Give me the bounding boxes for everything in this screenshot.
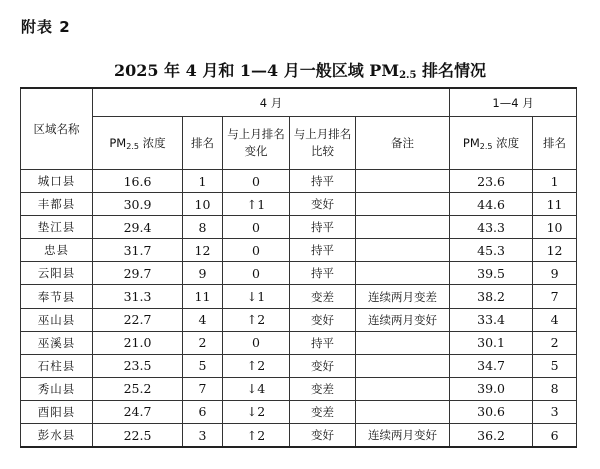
table-row	[21, 331, 577, 354]
ytd-pm-cell: 33.4	[450, 308, 533, 331]
ytd-pm-cell: 30.6	[450, 400, 533, 423]
table-row	[21, 354, 577, 377]
status-cell: 持平	[290, 170, 356, 193]
header-pm	[93, 117, 183, 170]
rank-cell: 2	[183, 331, 223, 354]
rank-change-cell: 0	[223, 170, 290, 193]
pm-cell: 30.9	[93, 193, 183, 216]
rank-change-cell: ↑2	[223, 308, 290, 331]
note-cell	[356, 193, 450, 216]
document-title	[0, 58, 600, 81]
note-cell	[356, 377, 450, 400]
rank-cell: 11	[183, 285, 223, 308]
rank-change-cell: ↑2	[223, 424, 290, 448]
region-cell: 酉阳县	[21, 400, 93, 423]
region-cell: 彭水县	[21, 424, 93, 448]
ytd-rank-cell: 5	[533, 354, 577, 377]
region-cell: 垫江县	[21, 216, 93, 239]
status-cell: 持平	[290, 239, 356, 262]
region-cell: 巫溪县	[21, 331, 93, 354]
pm-cell: 29.7	[93, 262, 183, 285]
header-comparison: 与上月排名比较	[290, 117, 356, 170]
pm-cell: 25.2	[93, 377, 183, 400]
ytd-rank-cell: 11	[533, 193, 577, 216]
rank-cell: 4	[183, 308, 223, 331]
header-pm-prefix: PM	[109, 136, 127, 150]
table-row	[21, 285, 577, 308]
header-ytd-pm-prefix: PM	[462, 136, 480, 150]
header-rank: 排名	[183, 117, 223, 170]
ytd-pm-cell: 43.3	[450, 216, 533, 239]
note-cell: 连续两月变差	[356, 285, 450, 308]
ytd-pm-cell: 36.2	[450, 424, 533, 448]
table-row	[21, 216, 577, 239]
note-cell	[356, 170, 450, 193]
note-cell	[356, 400, 450, 423]
ytd-pm-cell: 44.6	[450, 193, 533, 216]
header-ytd-rank: 排名	[533, 117, 577, 170]
pm-cell: 29.4	[93, 216, 183, 239]
ytd-rank-cell: 2	[533, 331, 577, 354]
region-cell: 云阳县	[21, 262, 93, 285]
rank-change-cell: ↓1	[223, 285, 290, 308]
rank-cell: 1	[183, 170, 223, 193]
table-row	[21, 308, 577, 331]
rank-change-cell: ↓2	[223, 400, 290, 423]
ytd-pm-cell: 34.7	[450, 354, 533, 377]
note-cell	[356, 239, 450, 262]
status-cell: 变差	[290, 285, 356, 308]
rank-change-cell: ↓4	[223, 377, 290, 400]
ytd-pm-cell: 30.1	[450, 331, 533, 354]
header-ytd-pm-sub: 2.5	[479, 142, 493, 151]
appendix-label: 附表 2	[21, 18, 71, 36]
note-cell	[356, 331, 450, 354]
title-subscript: 2.5	[399, 70, 417, 81]
region-cell: 城口县	[21, 170, 93, 193]
table-row	[21, 193, 577, 216]
pm-cell: 22.7	[93, 308, 183, 331]
status-cell: 变差	[290, 400, 356, 423]
pm-cell: 23.5	[93, 354, 183, 377]
rank-change-cell: 0	[223, 216, 290, 239]
table-row	[21, 170, 577, 193]
pm-cell: 22.5	[93, 424, 183, 448]
region-cell: 奉节县	[21, 285, 93, 308]
status-cell: 变差	[290, 377, 356, 400]
table-row	[21, 239, 577, 262]
region-cell: 丰都县	[21, 193, 93, 216]
region-cell: 巫山县	[21, 308, 93, 331]
region-cell: 石柱县	[21, 354, 93, 377]
rank-change-cell: 0	[223, 331, 290, 354]
status-cell: 持平	[290, 216, 356, 239]
rank-cell: 6	[183, 400, 223, 423]
ytd-rank-cell: 3	[533, 400, 577, 423]
table-row	[21, 424, 577, 448]
rank-change-cell: ↑2	[223, 354, 290, 377]
header-region: 区域名称	[21, 88, 93, 170]
note-cell	[356, 216, 450, 239]
header-pm-sub: 2.5	[126, 142, 139, 151]
header-ytd-pm	[450, 117, 533, 170]
header-month-group: 4 月	[93, 88, 450, 117]
table-row	[21, 400, 577, 423]
ytd-pm-cell: 23.6	[450, 170, 533, 193]
rank-cell: 8	[183, 216, 223, 239]
status-cell: 持平	[290, 331, 356, 354]
status-cell: 变好	[290, 424, 356, 448]
note-cell: 连续两月变好	[356, 424, 450, 448]
region-cell: 忠县	[21, 239, 93, 262]
ytd-pm-cell: 45.3	[450, 239, 533, 262]
rank-change-cell: ↑1	[223, 193, 290, 216]
header-pm-suffix: 浓度	[138, 136, 166, 150]
rank-cell: 3	[183, 424, 223, 448]
pm-cell: 16.6	[93, 170, 183, 193]
note-cell	[356, 354, 450, 377]
status-cell: 变好	[290, 193, 356, 216]
title-suffix: 排名情况	[416, 61, 487, 80]
rank-cell: 9	[183, 262, 223, 285]
ytd-rank-cell: 1	[533, 170, 577, 193]
ytd-rank-cell: 10	[533, 216, 577, 239]
ytd-pm-cell: 38.2	[450, 285, 533, 308]
rank-cell: 5	[183, 354, 223, 377]
header-ytd-pm-suffix: 浓度	[492, 136, 520, 150]
rank-cell: 7	[183, 377, 223, 400]
pm-cell: 21.0	[93, 331, 183, 354]
ytd-rank-cell: 9	[533, 262, 577, 285]
table-row	[21, 377, 577, 400]
pm-cell: 31.7	[93, 239, 183, 262]
note-cell	[356, 262, 450, 285]
header-rank-change: 与上月排名变化	[223, 117, 290, 170]
ytd-rank-cell: 7	[533, 285, 577, 308]
ytd-pm-cell: 39.5	[450, 262, 533, 285]
rank-change-cell: 0	[223, 239, 290, 262]
status-cell: 变好	[290, 308, 356, 331]
ranking-table	[20, 87, 577, 448]
ytd-rank-cell: 4	[533, 308, 577, 331]
pm-cell: 24.7	[93, 400, 183, 423]
title-prefix: 2025 年 4 月和 1—4 月一般区域 PM	[113, 61, 400, 80]
note-cell: 连续两月变好	[356, 308, 450, 331]
header-ytd-group: 1—4 月	[450, 88, 577, 117]
ytd-rank-cell: 6	[533, 424, 577, 448]
rank-cell: 10	[183, 193, 223, 216]
ytd-rank-cell: 8	[533, 377, 577, 400]
ytd-pm-cell: 39.0	[450, 377, 533, 400]
rank-cell: 12	[183, 239, 223, 262]
ytd-rank-cell: 12	[533, 239, 577, 262]
region-cell: 秀山县	[21, 377, 93, 400]
status-cell: 变好	[290, 354, 356, 377]
status-cell: 持平	[290, 262, 356, 285]
pm-cell: 31.3	[93, 285, 183, 308]
table-row	[21, 262, 577, 285]
header-note: 备注	[356, 117, 450, 170]
rank-change-cell: 0	[223, 262, 290, 285]
